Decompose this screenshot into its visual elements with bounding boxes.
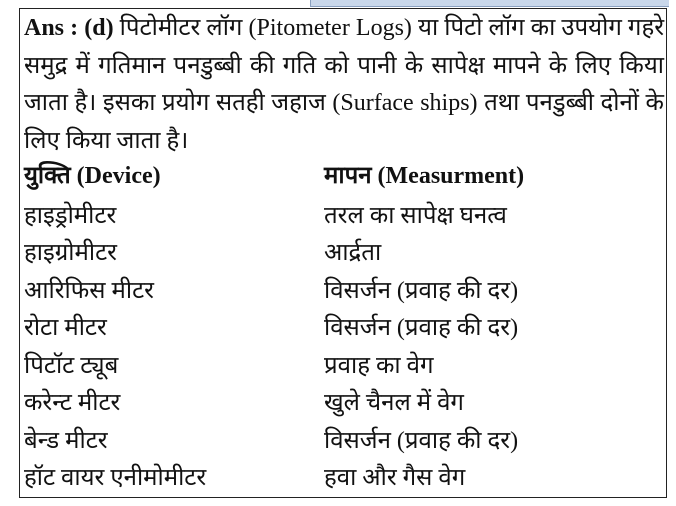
device-cell: पिटॉट ट्यूब <box>24 353 119 379</box>
device-cell: करेन्ट मीटर <box>24 390 121 416</box>
table-row <box>0 310 676 347</box>
measurement-cell: विसर्जन (प्रवाह की दर) <box>324 315 519 341</box>
table-row <box>0 385 676 422</box>
device-cell: रोटा मीटर <box>24 315 107 341</box>
table-row <box>0 273 676 310</box>
measurement-cell: विसर्जन (प्रवाह की दर) <box>324 428 519 454</box>
table-row <box>0 460 676 497</box>
measurement-cell: प्रवाह का वेग <box>324 353 434 379</box>
device-column-header: युक्ति (Device) <box>24 163 161 189</box>
table-row <box>0 423 676 460</box>
table-row <box>0 348 676 385</box>
top-decorative-strip <box>310 0 669 7</box>
answer-prefix: Ans : (d) <box>24 15 114 41</box>
table-row <box>0 235 676 272</box>
measurement-cell: विसर्जन (प्रवाह की दर) <box>324 278 519 304</box>
device-cell: बेन्ड मीटर <box>24 428 108 454</box>
device-cell: हाइड्रोमीटर <box>24 203 117 229</box>
measurement-cell: खुले चैनल में वेग <box>324 390 464 416</box>
device-cell: आरिफिस मीटर <box>24 278 154 304</box>
measurement-cell: आर्द्रता <box>324 240 382 266</box>
answer-text: पिटोमीटर लॉग (Pitometer Logs) या पिटो लॉग का उपयोग गहरे समुद्र में गतिमान पनडुब्बी की गति को पानी के सापेक्ष मापने के लिए किया जाता है। इसका प्रयोग सतही जहाज (Surface ships) तथा पनडुब्बी दोनों के लिए किया जाता है। <box>24 15 665 154</box>
device-cell: हाइग्रोमीटर <box>24 240 117 266</box>
device-cell: हॉट वायर एनीमोमीटर <box>24 465 207 491</box>
measurement-column-header: मापन (Measurment) <box>324 163 525 189</box>
answer-paragraph <box>24 10 664 160</box>
measurement-cell: हवा और गैस वेग <box>324 465 466 491</box>
table-row <box>0 198 676 235</box>
measurement-cell: तरल का सापेक्ष घनत्व <box>324 203 507 229</box>
